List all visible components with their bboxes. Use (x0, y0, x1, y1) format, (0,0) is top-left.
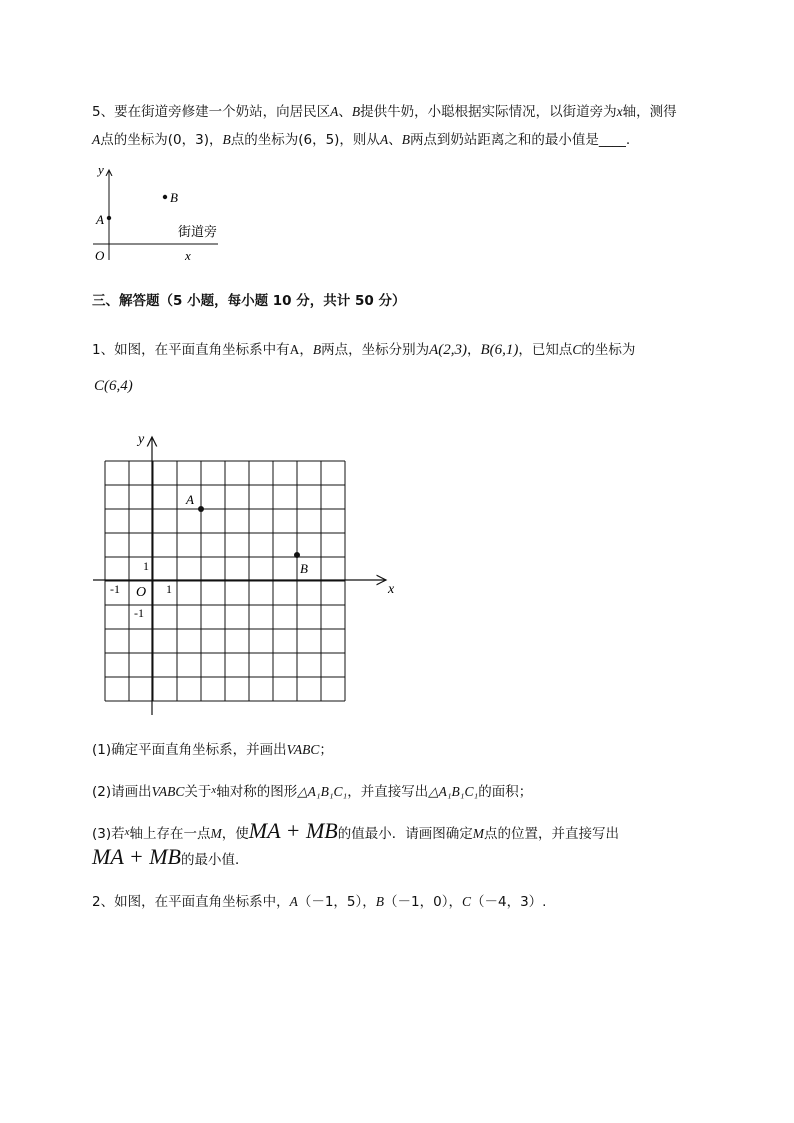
tick-label-yneg1: -1 (134, 606, 144, 620)
point-label: C (461, 894, 471, 909)
sub3-line2 (92, 844, 248, 870)
p2-text: 2、如图，在平面直角坐标系中， (92, 894, 290, 910)
q5-text: 轴，测得 (622, 104, 677, 120)
p1-text: ， (467, 342, 481, 358)
p1-text: ，已知点 (518, 342, 573, 358)
sub-text: 点的位置，并直接写出 (484, 826, 619, 842)
point-label: B (375, 894, 385, 909)
street-figure (88, 160, 238, 270)
triangle-name: △A₁B₁C₁ (428, 784, 479, 799)
q5-text: 、 (388, 132, 402, 148)
y-axis-label: y (98, 162, 104, 177)
triangle-name: VABC (286, 742, 320, 757)
grid-figure (90, 425, 410, 720)
p1-text: 两点，坐标分别为 (321, 342, 430, 358)
sub-text: 关于 (184, 784, 212, 800)
origin-label: O (95, 248, 105, 263)
sub2 (92, 780, 532, 800)
q5-text: 点的坐标为(0，3)， (100, 132, 223, 148)
axis-var: x (616, 104, 623, 119)
sub-text: 的面积； (478, 784, 533, 800)
triangle-name: △A₁B₁C₁ (297, 784, 348, 799)
axis-var: x (211, 784, 217, 796)
point-label: A (92, 132, 101, 147)
point-b (294, 552, 300, 558)
q5-line1 (92, 100, 677, 120)
point-label: A (330, 104, 339, 119)
section-title: 三、解答题（5 小题，每小题 10 分，共计 50 分） (92, 293, 406, 309)
sub-text: ，并直接写出 (347, 784, 429, 800)
point-label: B (222, 132, 231, 147)
q5-text: 点的坐标为(6，5)，则从 (230, 132, 380, 148)
axis-var: x (124, 826, 130, 838)
p1-text: ， (299, 342, 313, 358)
y-axis-label: y (138, 432, 145, 447)
p2-text: （－1，5）， (297, 894, 376, 910)
tick-label-x1: 1 (166, 582, 172, 596)
point-label: C (572, 342, 582, 357)
point-label: B (401, 132, 410, 147)
p2-text: （－1，0）， (384, 894, 462, 910)
point-a (107, 216, 111, 220)
x-axis-label: x (388, 582, 395, 597)
grid-lines (105, 461, 345, 701)
tick-label-xneg1: -1 (110, 582, 120, 596)
q5-text: 两点到奶站距离之和的最小值是____. (409, 132, 631, 148)
point-b-label: B (300, 561, 308, 576)
sub-text: 轴对称的图形 (216, 784, 298, 800)
coord-a: A(2,3) (429, 342, 467, 358)
q5-line2 (92, 128, 630, 148)
sub-text: 的值最小．请画图确定 (337, 826, 473, 842)
p1-text: 的坐标为 (581, 342, 636, 358)
point-b-label: B (170, 190, 178, 205)
point-a-label: A (96, 212, 104, 227)
sub-text: 轴上存在一点 (129, 826, 211, 842)
q5-text: 、 (338, 104, 352, 120)
p2-line1 (92, 890, 546, 910)
q5-text: 提供牛奶，小聪根据实际情况，以街道旁为 (360, 104, 617, 120)
tick-label-y1: 1 (143, 559, 149, 573)
street-label: 街道旁 (178, 225, 218, 240)
p1-text: 1、如图，在平面直角坐标系中有 (92, 342, 290, 358)
point-a-label: A (186, 492, 194, 507)
sub-text: ； (319, 742, 333, 758)
expression: MA + MB (92, 844, 181, 869)
p2-text: （－4，3）. (470, 894, 547, 910)
point-label: M (210, 826, 222, 841)
point-label: B (312, 342, 322, 357)
sub-text: (1)确定平面直角坐标系，并画出 (92, 742, 287, 758)
sub-text: (2)请画出 (92, 784, 152, 800)
q5-text: 5、要在街道旁修建一个奶站，向居民区 (92, 104, 331, 120)
point-label: A (289, 342, 300, 357)
expression: MA + MB (248, 818, 338, 843)
coord-b: B(6,1) (480, 342, 519, 358)
coord-c: C(6,4) (94, 378, 133, 394)
point-b (163, 195, 167, 199)
point-label: A (379, 132, 389, 147)
sub-text: ，使 (221, 826, 249, 842)
sub1 (92, 738, 333, 758)
sub-text: 的最小值． (180, 852, 249, 868)
sub-text: (3)若 (92, 826, 125, 842)
point-label: A (289, 894, 298, 909)
point-label: M (472, 826, 484, 841)
p1-line1 (92, 338, 635, 359)
point-label: B (351, 104, 361, 119)
origin-label: O (136, 585, 147, 600)
point-a (198, 506, 204, 512)
sub3-line1 (92, 818, 619, 844)
x-axis-label: x (185, 248, 191, 263)
triangle-name: VABC (151, 784, 185, 799)
